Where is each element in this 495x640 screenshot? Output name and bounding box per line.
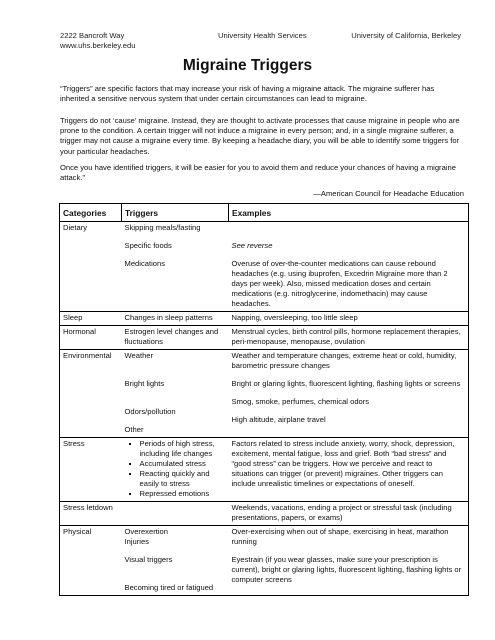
example-text: Eyestrain (if you wear glasses, make sure your prescription is current), bright or glaring lights, fluorescent lighting, flashing lights or computer screens — [231, 555, 462, 584]
table-row — [60, 350, 469, 438]
category-cell: Sleep — [60, 312, 122, 326]
trigger-text: Specific foods — [124, 241, 172, 250]
list-item: ▪ Periods of high stress, including life changes — [140, 439, 226, 459]
example-text: High altitude, airplane travel — [231, 415, 326, 424]
table-row — [60, 312, 469, 326]
category-cell: Stress — [60, 438, 122, 502]
intro-paragraph-2: Triggers do not ‘cause’ migraine. Instead, they are thought to activate processes that cause migraine in people who are prone to the condition. A certain trigger will not induce a migraine in every person; and, in a single migraine sufferer, a trigger may not cause a migraine every time. By keeping a headache diary, you will be able to identify some triggers for your particular headaches. — [60, 116, 460, 156]
triggers-cell — [122, 350, 229, 438]
example-text: Weekends, vacations, ending a project or stressful task (including presentations, papers, or exams) — [229, 502, 469, 526]
trigger-text: Becoming tired or fatigued — [124, 583, 214, 592]
category-cell: Dietary — [60, 222, 122, 312]
category-cell: Environmental — [60, 350, 122, 438]
list-item: ▪ Repressed emotions — [140, 489, 226, 499]
table-row — [60, 222, 469, 312]
trigger-text: Estrogen level changes and fluctuations — [122, 326, 229, 350]
page-title: Migraine Triggers — [182, 57, 313, 74]
example-text: Overuse of over-the-counter medications can cause rebound headaches (e.g. using ibuprofen, Excedrin Migraine more than 2 days per week). Also, missed medication doses and certain medications (e.g. nitroglycerine, indomethacin) may cause headaches. — [231, 259, 448, 308]
example-text: Napping, oversleeping, too little sleep — [229, 312, 469, 326]
triggers-table — [59, 203, 469, 596]
trigger-text: Visual triggers — [124, 555, 173, 564]
table-row — [60, 438, 469, 502]
attribution: —American Council for Headache Education — [313, 189, 464, 198]
header-right: University of California, Berkeley — [351, 31, 461, 40]
category-cell: Hormonal — [60, 326, 122, 350]
list-item: ▪ Accumulated stress — [140, 459, 226, 469]
examples-cell — [229, 350, 469, 438]
trigger-text: Other — [124, 425, 144, 434]
trigger-text: Odors/pollution — [124, 407, 176, 416]
triggers-cell — [122, 222, 229, 312]
example-text: Smog, smoke, perfumes, chemical odors — [231, 397, 370, 406]
trigger-text: Injuries — [124, 537, 149, 546]
table-row — [60, 502, 469, 526]
header-center: University Health Services — [218, 31, 307, 40]
trigger-text: Skipping meals/fasting — [124, 223, 201, 232]
example-text: Weather and temperature changes, extreme heat or cold, humidity, barometric pressure changes — [231, 351, 457, 370]
examples-cell — [229, 526, 469, 596]
header-categories: Categories — [60, 204, 122, 222]
trigger-text: Weather — [124, 351, 154, 360]
stress-trigger-list — [125, 439, 226, 499]
intro-paragraph-3: Once you have identified triggers, it will be easier for you to avoid them and reduce your chances of having a migraine attack.” — [60, 163, 456, 183]
trigger-text: Medications — [124, 259, 166, 268]
example-text: Menstrual cycles, birth control pills, hormone replacement therapies, peri-menopause, menopause, ovulation — [229, 326, 469, 350]
header-left — [60, 31, 135, 51]
example-text: Factors related to stress include anxiety, worry, shock, depression, excitement, mental fatigue, loss and grief. Both “bad stress” and “good stress” can be triggers. How we perceive and react to situations can trigger (or prevent) migraines. Other triggers can include unrealistic timelines or expectations of oneself. — [229, 438, 469, 502]
header-examples: Examples — [229, 204, 469, 222]
trigger-text: Overexertion — [124, 527, 168, 536]
trigger-text: Bright lights — [124, 379, 165, 388]
triggers-cell — [122, 438, 229, 502]
table-row — [60, 526, 469, 596]
trigger-text: Changes in sleep patterns — [122, 312, 229, 326]
header-website: www.uhs.berkeley.edu — [60, 41, 136, 50]
example-text: Bright or glaring lights, fluorescent lighting, flashing lights or screens — [231, 379, 461, 388]
examples-cell — [229, 222, 469, 312]
list-item: ▪ Reacting quickly and easily to stress — [140, 469, 226, 489]
intro-paragraph-1: “Triggers” are specific factors that may increase your risk of having a migraine attack. The migraine sufferer has inherited a sensitive nervous system that under certain circumstances can lead to migraine. — [60, 84, 435, 104]
example-text — [232, 223, 466, 233]
triggers-cell — [122, 526, 229, 596]
category-cell: Physical — [60, 526, 122, 596]
table-row — [60, 326, 469, 350]
example-text: See reverse — [231, 241, 273, 250]
table-header-row — [60, 204, 469, 222]
header-triggers: Triggers — [122, 204, 229, 222]
header-address: 2222 Bancroft Way — [60, 31, 125, 40]
example-text: Over-exercising when out of shape, exercising in heat, marathon running — [231, 527, 449, 546]
category-cell: Stress letdown — [60, 502, 122, 526]
trigger-text — [122, 502, 229, 526]
